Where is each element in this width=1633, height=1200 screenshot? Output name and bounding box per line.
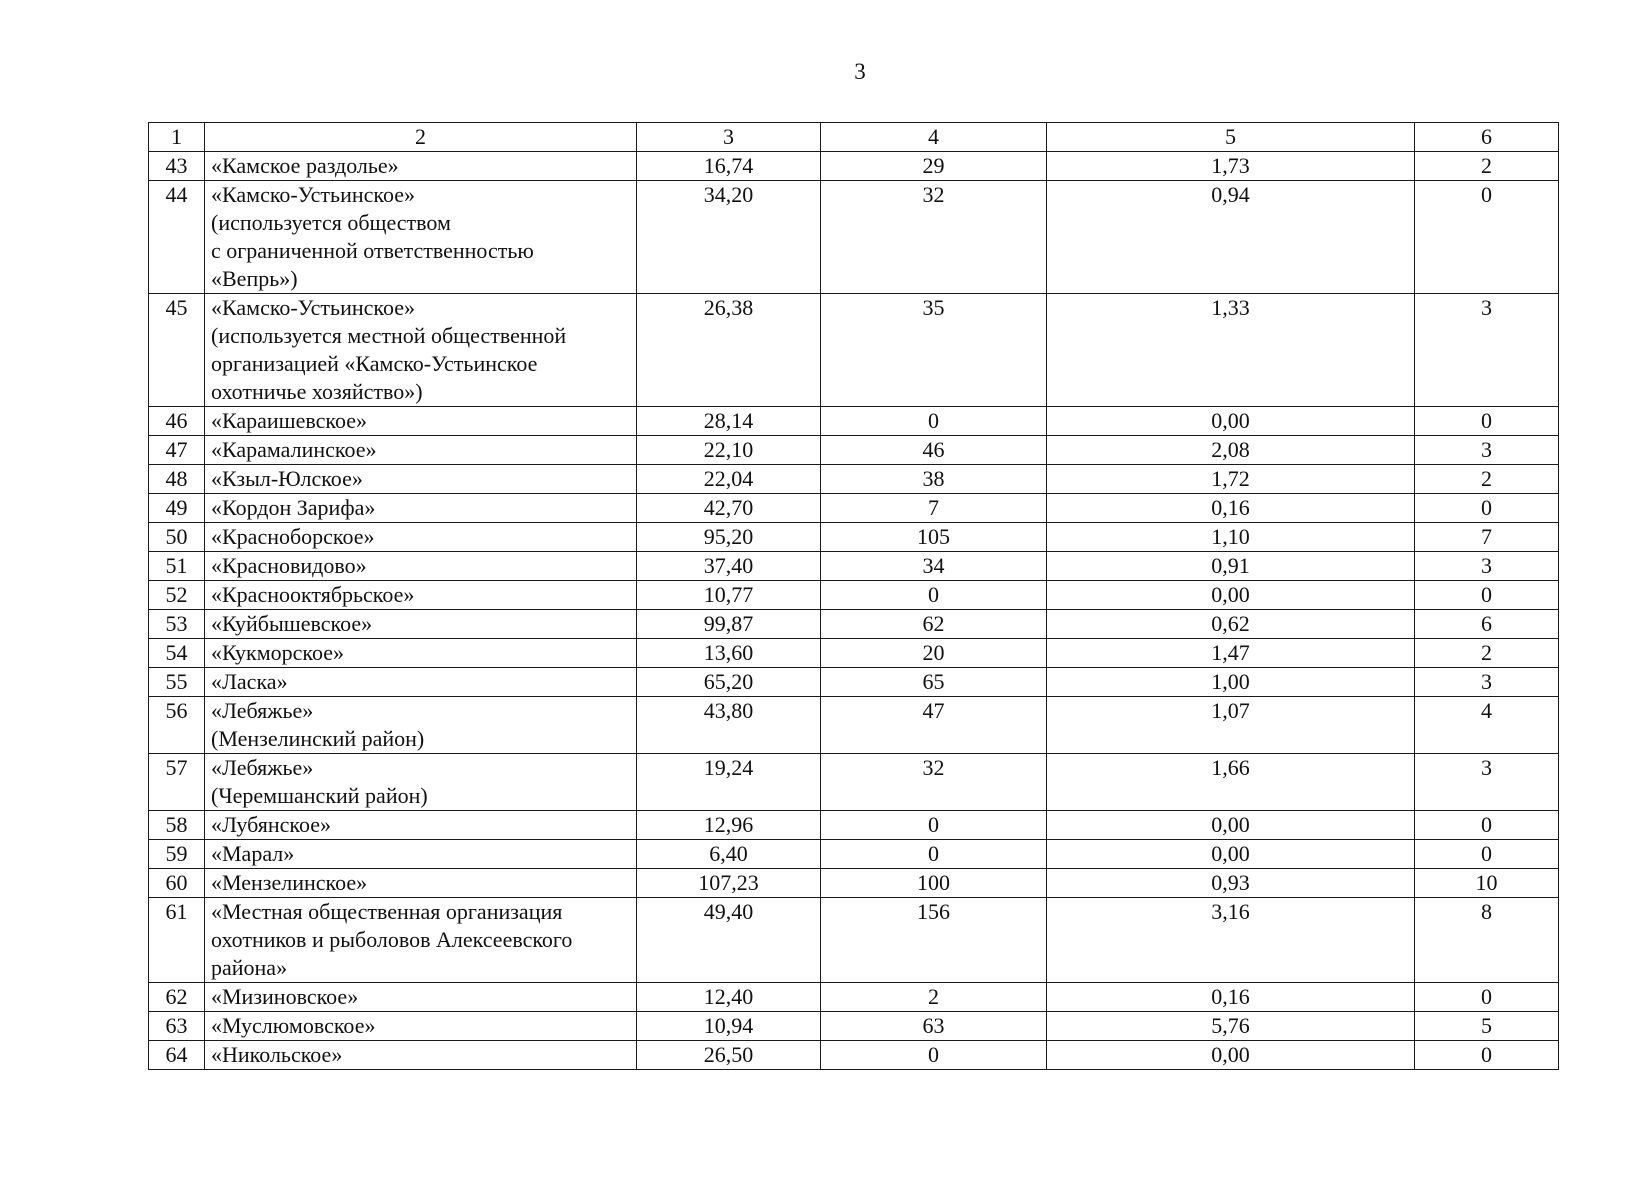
- row-name-cell: «Лебяжье» (Черемшанский район): [205, 754, 637, 811]
- row-value-cell: 5: [1415, 1012, 1559, 1041]
- row-value-cell: 37,40: [637, 552, 821, 581]
- column-header: 6: [1415, 123, 1559, 152]
- row-value-cell: 0,62: [1047, 610, 1415, 639]
- row-value-cell: 28,14: [637, 407, 821, 436]
- table-row: [149, 1012, 1559, 1041]
- row-value-cell: 3: [1415, 552, 1559, 581]
- row-number-cell: 62: [149, 983, 205, 1012]
- table-row: [149, 494, 1559, 523]
- row-value-cell: 99,87: [637, 610, 821, 639]
- row-name-cell: «Муслюмовское»: [205, 1012, 637, 1041]
- row-number-cell: 54: [149, 639, 205, 668]
- row-value-cell: 0: [1415, 581, 1559, 610]
- row-number-cell: 46: [149, 407, 205, 436]
- row-value-cell: 0,94: [1047, 181, 1415, 294]
- row-number-cell: 44: [149, 181, 205, 294]
- row-value-cell: 1,10: [1047, 523, 1415, 552]
- table-row: [149, 668, 1559, 697]
- row-value-cell: 2,08: [1047, 436, 1415, 465]
- row-value-cell: 47: [821, 697, 1047, 754]
- row-value-cell: 1,33: [1047, 294, 1415, 407]
- row-value-cell: 1,47: [1047, 639, 1415, 668]
- row-name-cell: «Караишевское»: [205, 407, 637, 436]
- row-value-cell: 0,16: [1047, 983, 1415, 1012]
- row-value-cell: 0: [1415, 407, 1559, 436]
- row-value-cell: 22,04: [637, 465, 821, 494]
- row-value-cell: 0,00: [1047, 1041, 1415, 1070]
- row-name-cell: «Карамалинское»: [205, 436, 637, 465]
- row-value-cell: 7: [1415, 523, 1559, 552]
- row-number-cell: 60: [149, 869, 205, 898]
- row-value-cell: 0: [821, 840, 1047, 869]
- row-value-cell: 32: [821, 181, 1047, 294]
- row-value-cell: 65,20: [637, 668, 821, 697]
- row-value-cell: 1,00: [1047, 668, 1415, 697]
- row-name-cell: «Кордон Зарифа»: [205, 494, 637, 523]
- row-value-cell: 0: [821, 407, 1047, 436]
- row-name-cell: «Красноборское»: [205, 523, 637, 552]
- row-value-cell: 107,23: [637, 869, 821, 898]
- table-row: [149, 581, 1559, 610]
- row-value-cell: 6: [1415, 610, 1559, 639]
- row-name-cell: «Мизиновское»: [205, 983, 637, 1012]
- row-value-cell: 3,16: [1047, 898, 1415, 983]
- column-header: 2: [205, 123, 637, 152]
- table-row: [149, 639, 1559, 668]
- column-header: 5: [1047, 123, 1415, 152]
- column-header: 3: [637, 123, 821, 152]
- row-name-cell: «Лубянское»: [205, 811, 637, 840]
- row-value-cell: 62: [821, 610, 1047, 639]
- row-value-cell: 2: [1415, 152, 1559, 181]
- row-name-cell: «Камское раздолье»: [205, 152, 637, 181]
- row-value-cell: 35: [821, 294, 1047, 407]
- row-number-cell: 59: [149, 840, 205, 869]
- row-number-cell: 50: [149, 523, 205, 552]
- row-name-cell: «Кукморское»: [205, 639, 637, 668]
- row-name-cell: «Красновидово»: [205, 552, 637, 581]
- table-row: [149, 1041, 1559, 1070]
- row-number-cell: 63: [149, 1012, 205, 1041]
- row-name-cell: «Краснооктябрьское»: [205, 581, 637, 610]
- row-number-cell: 53: [149, 610, 205, 639]
- row-value-cell: 16,74: [637, 152, 821, 181]
- row-number-cell: 57: [149, 754, 205, 811]
- row-name-cell: «Мензелинское»: [205, 869, 637, 898]
- row-value-cell: 8: [1415, 898, 1559, 983]
- row-value-cell: 0: [821, 581, 1047, 610]
- table-row: [149, 983, 1559, 1012]
- row-value-cell: 0: [1415, 840, 1559, 869]
- row-value-cell: 3: [1415, 294, 1559, 407]
- row-value-cell: 10,77: [637, 581, 821, 610]
- row-name-cell: «Куйбышевское»: [205, 610, 637, 639]
- column-header: 4: [821, 123, 1047, 152]
- row-number-cell: 64: [149, 1041, 205, 1070]
- row-value-cell: 4: [1415, 697, 1559, 754]
- row-value-cell: 3: [1415, 754, 1559, 811]
- row-number-cell: 52: [149, 581, 205, 610]
- row-value-cell: 0: [1415, 1041, 1559, 1070]
- row-value-cell: 105: [821, 523, 1047, 552]
- table-row: [149, 811, 1559, 840]
- table-row: [149, 152, 1559, 181]
- row-value-cell: 29: [821, 152, 1047, 181]
- row-value-cell: 0,00: [1047, 811, 1415, 840]
- table-row: [149, 407, 1559, 436]
- table-row: [149, 869, 1559, 898]
- row-number-cell: 61: [149, 898, 205, 983]
- row-value-cell: 100: [821, 869, 1047, 898]
- table-row: [149, 898, 1559, 983]
- row-value-cell: 95,20: [637, 523, 821, 552]
- row-value-cell: 0,93: [1047, 869, 1415, 898]
- row-value-cell: 12,40: [637, 983, 821, 1012]
- row-number-cell: 56: [149, 697, 205, 754]
- row-value-cell: 0: [1415, 811, 1559, 840]
- row-number-cell: 58: [149, 811, 205, 840]
- table-row: [149, 523, 1559, 552]
- row-value-cell: 0,91: [1047, 552, 1415, 581]
- row-value-cell: 10,94: [637, 1012, 821, 1041]
- row-value-cell: 2: [821, 983, 1047, 1012]
- row-value-cell: 0,00: [1047, 581, 1415, 610]
- row-value-cell: 7: [821, 494, 1047, 523]
- row-value-cell: 0: [821, 1041, 1047, 1070]
- row-value-cell: 3: [1415, 436, 1559, 465]
- row-value-cell: 38: [821, 465, 1047, 494]
- row-value-cell: 65: [821, 668, 1047, 697]
- row-value-cell: 20: [821, 639, 1047, 668]
- row-name-cell: «Местная общественная организация охотников и рыболовов Алексеевского района»: [205, 898, 637, 983]
- row-name-cell: «Камско-Устьинское» (используется местной общественной организацией «Камско-Устьинское охотничье хозяйство»): [205, 294, 637, 407]
- row-value-cell: 0: [1415, 181, 1559, 294]
- row-name-cell: «Камско-Устьинское» (используется обществом с ограниченной ответственностью «Вепрь»): [205, 181, 637, 294]
- row-value-cell: 22,10: [637, 436, 821, 465]
- row-value-cell: 43,80: [637, 697, 821, 754]
- row-value-cell: 26,38: [637, 294, 821, 407]
- table-row: [149, 552, 1559, 581]
- row-value-cell: 34,20: [637, 181, 821, 294]
- row-number-cell: 55: [149, 668, 205, 697]
- row-name-cell: «Кзыл-Юлское»: [205, 465, 637, 494]
- table-row: [149, 465, 1559, 494]
- row-value-cell: 5,76: [1047, 1012, 1415, 1041]
- table-row: [149, 294, 1559, 407]
- row-number-cell: 47: [149, 436, 205, 465]
- column-header: 1: [149, 123, 205, 152]
- table-body: [149, 152, 1559, 1070]
- row-value-cell: 156: [821, 898, 1047, 983]
- row-name-cell: «Лебяжье» (Мензелинский район): [205, 697, 637, 754]
- row-value-cell: 1,07: [1047, 697, 1415, 754]
- row-value-cell: 0,00: [1047, 407, 1415, 436]
- row-number-cell: 43: [149, 152, 205, 181]
- table-row: [149, 754, 1559, 811]
- row-value-cell: 6,40: [637, 840, 821, 869]
- row-name-cell: «Никольское»: [205, 1041, 637, 1070]
- row-value-cell: 2: [1415, 639, 1559, 668]
- row-value-cell: 49,40: [637, 898, 821, 983]
- row-value-cell: 46: [821, 436, 1047, 465]
- row-number-cell: 45: [149, 294, 205, 407]
- row-value-cell: 0: [1415, 494, 1559, 523]
- row-number-cell: 49: [149, 494, 205, 523]
- row-name-cell: «Ласка»: [205, 668, 637, 697]
- row-value-cell: 0: [821, 811, 1047, 840]
- row-value-cell: 0,00: [1047, 840, 1415, 869]
- row-value-cell: 13,60: [637, 639, 821, 668]
- row-value-cell: 1,66: [1047, 754, 1415, 811]
- row-value-cell: 0: [1415, 983, 1559, 1012]
- row-value-cell: 34: [821, 552, 1047, 581]
- row-value-cell: 32: [821, 754, 1047, 811]
- row-value-cell: 1,73: [1047, 152, 1415, 181]
- page-number: 3: [854, 59, 866, 84]
- row-value-cell: 26,50: [637, 1041, 821, 1070]
- row-name-cell: «Марал»: [205, 840, 637, 869]
- table-row: [149, 840, 1559, 869]
- table-row: [149, 181, 1559, 294]
- data-table: [148, 122, 1559, 1070]
- row-value-cell: 12,96: [637, 811, 821, 840]
- row-value-cell: 1,72: [1047, 465, 1415, 494]
- table-row: [149, 610, 1559, 639]
- row-number-cell: 48: [149, 465, 205, 494]
- row-value-cell: 10: [1415, 869, 1559, 898]
- row-value-cell: 63: [821, 1012, 1047, 1041]
- table-row: [149, 697, 1559, 754]
- row-value-cell: 2: [1415, 465, 1559, 494]
- row-number-cell: 51: [149, 552, 205, 581]
- table-row: [149, 436, 1559, 465]
- row-value-cell: 19,24: [637, 754, 821, 811]
- row-value-cell: 0,16: [1047, 494, 1415, 523]
- header-row: [149, 123, 1559, 152]
- row-value-cell: 42,70: [637, 494, 821, 523]
- row-value-cell: 3: [1415, 668, 1559, 697]
